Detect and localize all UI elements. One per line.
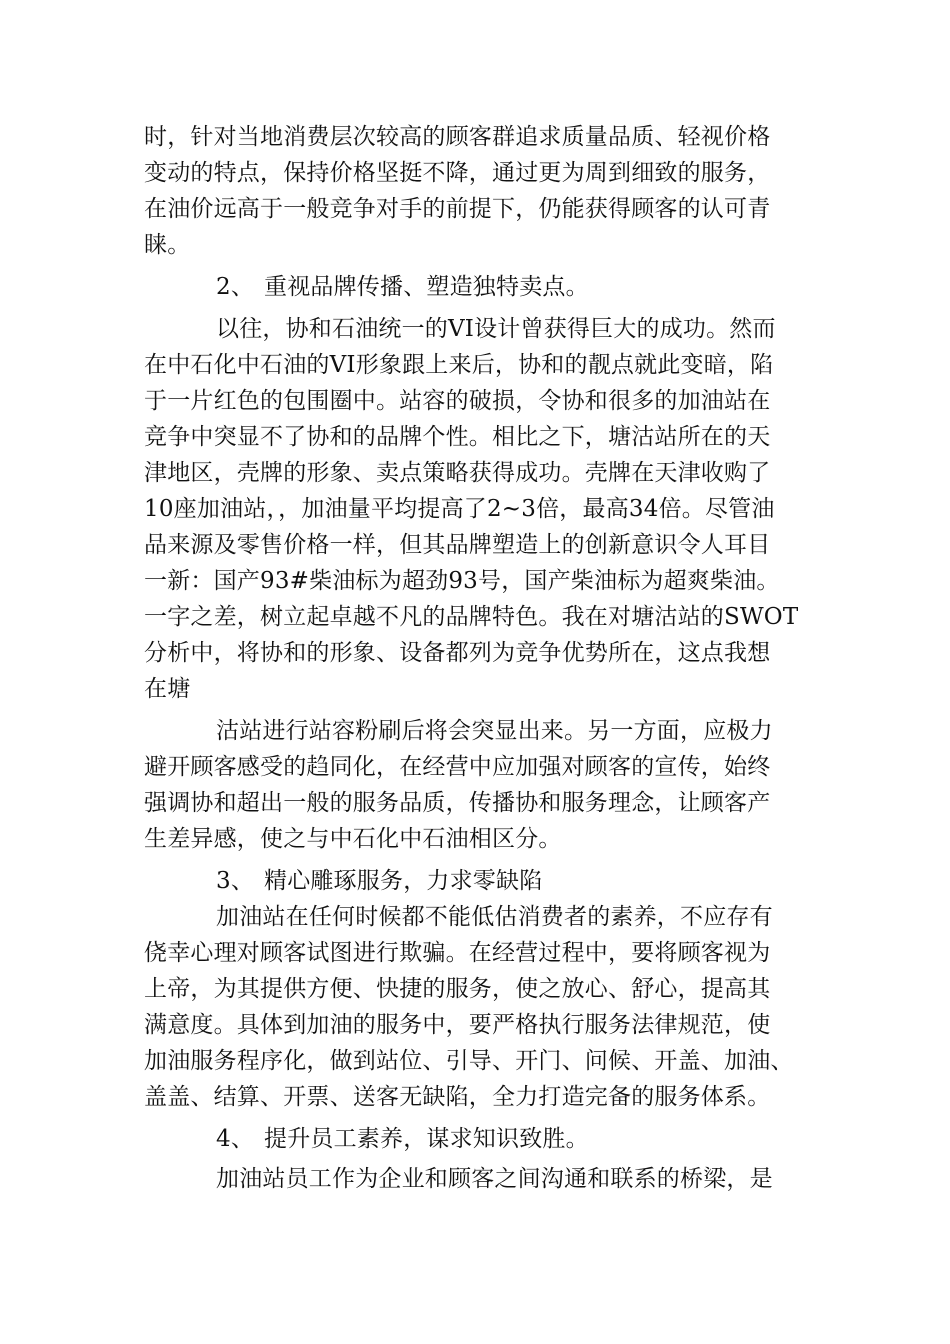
- paragraph-2-line-7: 品来源及零售价格一样，但其品牌塑造上的创新意识令人耳目: [144, 532, 771, 558]
- section-title: 提升员工素养，谋求知识致胜。: [264, 1126, 589, 1152]
- paragraph-2-line-4: 竞争中突显不了协和的品牌个性。相比之下，塘沽站所在的天: [144, 424, 771, 450]
- section-heading-3: [216, 863, 542, 899]
- section-number: 3、: [216, 868, 255, 894]
- paragraph-4-line-4: 满意度。具体到加油的服务中，要严格执行服务法律规范，使: [144, 1012, 771, 1038]
- paragraph-2-line-1: 以往，协和石油统一的VI设计曾获得巨大的成功。然而: [216, 316, 776, 342]
- paragraph-2-line-2: 在中石化中石油的VI形象跟上来后，协和的靓点就此变暗，陷: [144, 352, 774, 378]
- paragraph-2-line-9: 一字之差，树立起卓越不凡的品牌特色。我在对塘沽站的SWOT: [144, 604, 799, 630]
- section-heading-2: [216, 269, 589, 305]
- paragraph-2-line-11: 在塘: [144, 676, 191, 702]
- paragraph-4-line-1: 加油站在任何时候都不能低估消费者的素养，不应存有: [216, 904, 773, 930]
- paragraph-1-line-2: 变动的特点，保持价格坚挺不降，通过更为周到细致的服务，: [144, 160, 771, 186]
- paragraph-2-line-10: 分析中，将协和的形象、设备都列为竞争优势所在，这点我想: [144, 640, 771, 666]
- paragraph-3-line-2: 避开顾客感受的趋同化，在经营中应加强对顾客的宣传，始终: [144, 754, 771, 780]
- paragraph-3-line-3: 强调协和超出一般的服务品质，传播协和服务理念，让顾客产: [144, 790, 771, 816]
- paragraph-1-line-1: 时，针对当地消费层次较高的顾客群追求质量品质、轻视价格: [144, 124, 771, 150]
- paragraph-3-line-4: 生差异感，使之与中石化中石油相区分。: [144, 826, 562, 852]
- section-heading-4: [216, 1121, 589, 1157]
- paragraph-2-line-6: 10座加油站，，加油量平均提高了2~3倍，最高34倍。尽管油: [144, 496, 775, 522]
- paragraph-5-line-1: 加油站员工作为企业和顾客之间沟通和联系的桥梁，是: [216, 1166, 773, 1192]
- paragraph-1-line-3: 在油价远高于一般竞争对手的前提下，仍能获得顾客的认可青: [144, 196, 771, 222]
- paragraph-2-line-8: 一新：国产93#柴油标为超劲93号，国产柴油标为超爽柴油。: [144, 568, 780, 594]
- section-number: 4、: [216, 1126, 255, 1152]
- paragraph-4-line-3: 上帝，为其提供方便、快捷的服务，使之放心、舒心，提高其: [144, 976, 771, 1002]
- paragraph-4-line-2: 侥幸心理对顾客试图进行欺骗。在经营过程中，要将顾客视为: [144, 940, 771, 966]
- section-title: 重视品牌传播、塑造独特卖点。: [264, 274, 589, 300]
- paragraph-2-line-5: 津地区，壳牌的形象、卖点策略获得成功。壳牌在天津收购了: [144, 460, 771, 486]
- section-number: 2、: [216, 274, 255, 300]
- paragraph-4-line-5: 加油服务程序化，做到站位、引导、开门、问候、开盖、加油、: [144, 1048, 794, 1074]
- paragraph-2-line-3: 于一片红色的包围圈中。站容的破损，令协和很多的加油站在: [144, 388, 771, 414]
- paragraph-1-line-4: 睐。: [144, 232, 191, 258]
- paragraph-4-line-6: 盖盖、结算、开票、送客无缺陷，全力打造完备的服务体系。: [144, 1084, 771, 1110]
- paragraph-3-line-1: 沽站进行站容粉刷后将会突显出来。另一方面，应极力: [216, 718, 773, 744]
- section-title: 精心雕琢服务，力求零缺陷: [264, 868, 543, 894]
